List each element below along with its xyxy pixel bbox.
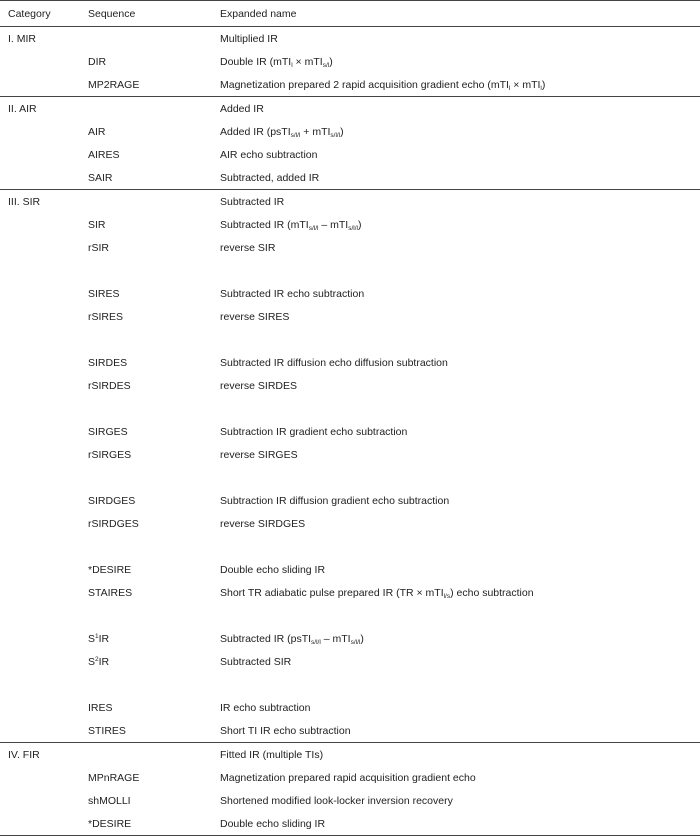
expanded-name-cell: reverse SIR bbox=[220, 241, 276, 254]
sequence-cell: rSIR bbox=[88, 241, 109, 254]
sequence-cell: AIR bbox=[88, 125, 106, 138]
table-row bbox=[0, 766, 700, 789]
spacer-row bbox=[0, 535, 700, 558]
expanded-name-cell: Magnetization prepared rapid acquisition gradient echo bbox=[220, 771, 476, 784]
spacer-row bbox=[0, 397, 700, 420]
expanded-name-cell: IR echo subtraction bbox=[220, 701, 311, 714]
expanded-name-cell: Subtracted IR diffusion echo diffusion subtraction bbox=[220, 356, 448, 369]
sequence-cell: IRES bbox=[88, 701, 113, 714]
table-row bbox=[0, 581, 700, 604]
sequence-cell: STIRES bbox=[88, 724, 126, 737]
table-row bbox=[0, 120, 700, 143]
expanded-name-cell: Subtracted SIR bbox=[220, 655, 292, 668]
table-row bbox=[0, 213, 700, 236]
table-row bbox=[0, 789, 700, 812]
group-title: Added IR bbox=[212, 97, 700, 121]
sequence-cell: rSIRDGES bbox=[88, 517, 139, 530]
sequence-cell: SIRDGES bbox=[88, 494, 136, 507]
expanded-name-cell: reverse SIRDGES bbox=[220, 517, 306, 530]
sequence-cell: *DESIRE bbox=[80, 812, 212, 836]
table-row bbox=[0, 627, 700, 650]
expanded-name-cell: Shortened modified look-locker inversion recovery bbox=[220, 794, 453, 807]
table-row bbox=[0, 489, 700, 512]
table-row bbox=[0, 512, 700, 535]
expanded-name-cell: Subtraction IR diffusion gradient echo subtraction bbox=[220, 494, 450, 507]
sequence-cell: AIRES bbox=[88, 148, 120, 161]
category-label: IV. FIR bbox=[0, 743, 80, 767]
sequence-cell: rSIRES bbox=[88, 310, 124, 323]
category-label: II. AIR bbox=[0, 97, 80, 121]
sequence-cell: SAIR bbox=[88, 171, 113, 184]
spacer-row bbox=[0, 673, 700, 696]
expanded-name-cell: AIR echo subtraction bbox=[220, 148, 318, 161]
table-row bbox=[0, 812, 700, 836]
sequence-cell: rSIRGES bbox=[88, 448, 132, 461]
sequence-cell: $S^1IR$ bbox=[88, 632, 110, 645]
group-title: Subtracted IR bbox=[212, 190, 700, 214]
header-category: Category bbox=[0, 1, 80, 27]
table-row bbox=[0, 374, 700, 397]
table-row bbox=[0, 236, 700, 259]
expanded-name-cell: Magnetization prepared 2 rapid acquisition gradient echo (mTI$_l$ × mTI$_l$) bbox=[220, 78, 546, 92]
expanded-name-cell: Subtracted IR echo subtraction bbox=[220, 287, 365, 300]
table-row bbox=[0, 73, 700, 97]
header-sequence: Sequence bbox=[80, 1, 212, 27]
expanded-name-cell: Added IR (psTI$_{s/l/l}$ + mTI$_{s/l/l}$) bbox=[220, 125, 344, 139]
sequence-cell: MPnRAGE bbox=[88, 771, 140, 784]
expanded-name-cell: Double echo sliding IR bbox=[220, 563, 326, 576]
table-row bbox=[0, 351, 700, 374]
expanded-name-cell: Double IR (mTI$_l$ × mTI$_{s/l}$) bbox=[220, 55, 333, 69]
sequence-cell: $S^2IR$ bbox=[88, 655, 110, 668]
group-title: Multiplied IR bbox=[220, 32, 278, 45]
expanded-name-cell: Subtraction IR gradient echo subtraction bbox=[220, 425, 408, 438]
sequence-cell: *DESIRE bbox=[88, 563, 132, 576]
expanded-name-cell: Short TR adiabatic pulse prepared IR (TR × mTI$_{l/s}$) echo subtraction bbox=[220, 586, 534, 600]
table-row bbox=[0, 650, 700, 673]
table-row bbox=[0, 719, 700, 743]
expanded-name-cell: Subtracted IR (mTI$_{s/l/l}$ – mTI$_{s/l/l}$) bbox=[220, 218, 362, 232]
group-row-sir bbox=[0, 190, 700, 214]
expanded-name-cell: Subtracted IR (psTI$_{s/l/l}$ – mTI$_{s/l/l}$) bbox=[220, 632, 364, 646]
group-row-mir bbox=[0, 27, 700, 51]
spacer-row bbox=[0, 604, 700, 627]
table-row bbox=[0, 696, 700, 719]
table-row bbox=[0, 166, 700, 190]
sequence-cell: SIRDES bbox=[88, 356, 128, 369]
table-row bbox=[0, 143, 700, 166]
group-title: Fitted IR (multiple TIs) bbox=[212, 743, 700, 767]
sequence-cell: MP2RAGE bbox=[88, 78, 140, 91]
sequence-cell: SIR bbox=[88, 218, 106, 231]
expanded-name-cell: reverse SIRDES bbox=[220, 379, 298, 392]
expanded-name-cell: Double echo sliding IR bbox=[212, 812, 700, 836]
sequence-cell: STAIRES bbox=[88, 586, 133, 599]
spacer-row bbox=[0, 259, 700, 282]
table-row bbox=[0, 558, 700, 581]
sequence-cell: shMOLLI bbox=[88, 794, 131, 807]
expanded-name-cell: reverse SIRGES bbox=[220, 448, 298, 461]
table-row bbox=[0, 305, 700, 328]
sequence-cell: rSIRDES bbox=[88, 379, 131, 392]
header-row bbox=[0, 1, 700, 27]
sequence-cell: SIRGES bbox=[88, 425, 128, 438]
sequence-cell: SIRES bbox=[88, 287, 120, 300]
header-expanded-name: Expanded name bbox=[212, 1, 700, 27]
spacer-row bbox=[0, 328, 700, 351]
group-row-fir bbox=[0, 743, 700, 767]
spacer-row bbox=[0, 466, 700, 489]
group-row-air bbox=[0, 97, 700, 121]
expanded-name-cell: Short TI IR echo subtraction bbox=[220, 724, 351, 737]
sequence-cell: DIR bbox=[88, 55, 107, 68]
table-row bbox=[0, 282, 700, 305]
expanded-name-cell: Subtracted, added IR bbox=[220, 171, 320, 184]
table-row bbox=[0, 50, 700, 73]
category-label: III. SIR bbox=[0, 190, 80, 214]
table-row bbox=[0, 420, 700, 443]
expanded-name-cell: reverse SIRES bbox=[220, 310, 290, 323]
category-label: I. MIR bbox=[8, 32, 36, 45]
table-row bbox=[0, 443, 700, 466]
